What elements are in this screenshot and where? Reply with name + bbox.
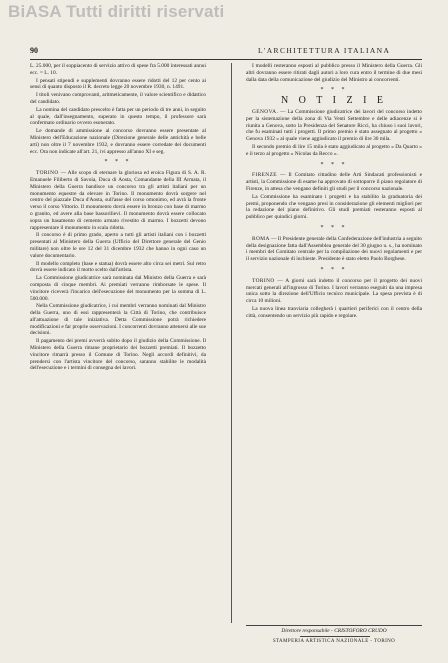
right-column: I modelli resteranno esposti al pubblico presso il Ministero della Guerra. Gli altri dovranno essere ritirati dagli autori a loro cura entro il termine di due mesi dalla data della comunicazione del giudizio del Ministro ai concorrenti. * * * N O T I Z I E GENOVA. — La Commissione giudicatrice dei lavori del concorso indetto per la sistemazione della zona di Via Venti Settembre e delle adiacenze si è riunita a Genova, sotto la Presidenza del Senatore Ricci, ha chiuso i suoi lavori, che fu esaminati tutti i progetti. Il primo premio è stato assegnato al progetto « Genova 1932 » al quale viene aggiudicato il premio di lire 30 mila. Il secondo premio di lire 15 mila è stato aggiudicato al progetto « Da Quarto » e il terzo al progetto « Nicolas da Recco ». * * * FIRENZE — Il Comitato cittadino delle Arti Sindacati professionisti e artisti, la Commissione di esame ha approvato di sottoporre il piano regolatore di Firenze, in attesa che vengano definiti gli studi per il concorso nazionale. La Commissione ha esaminato i progetti e ha stabilito la graduatoria dei premi, proponendo che vengano presi in considerazione gli elementi migliori per la redazione del piano definitivo. Gli studi premiati resteranno esposti al pubblico per quindici giorni. * * * ROMA — Il Presidente generale della Confederazione dell'industria a seguito della designazione fatta dall'Assemblea generale del 30 giugno u. s., ha nominato i membri del Comitato centrale per la compilazione dei nuovi regolamenti e per il servizio nazionale di inchieste. Presidente è stato eletto Paolo Borghese. * * * TORINO — A giorni sarà indetto il concorso per il progetto dei nuovi mercati generali all'ingrosso di Torino. I lavori verranno eseguiti da una impresa unica sotto la direzione dell'Ufficio tecnico municipale. La spesa prevista è di circa 10 milioni. La nuova linea tranviaria collegherà i quartieri periferici con il centro della città, consentendo un servizio più rapido e regolare. [246, 63, 422, 319]
paragraph: Il modello completo (base e statua) dovrà essere alto circa sei metri. Sul retro dovrà essere indicato il motto scelto dall'artista. [30, 260, 206, 274]
paragraph: I titoli venivano comprovanti, aritmeticamente, il valore scientifico e didattico del candidato. [30, 92, 206, 105]
watermark: BiASA Tutti diritti riservati [8, 2, 225, 21]
section-separator: * * * [320, 266, 348, 273]
paragraph: La nuova linea tranviaria collegherà i quartieri periferici con il centro della città, consentendo un servizio più rapido e regolare. [246, 305, 422, 319]
paragraph: A giorni sarà indetto il concorso per il progetto dei nuovi mercati generali all'ingrosso di Torino. I lavori verranno eseguiti da una impresa unica sotto la direzione dell'Ufficio tecnico municipale. La spesa prevista è di circa 10 milioni. [246, 277, 422, 305]
paragraph: I pensati stipendi e supplementi dovranno essere ridotti del 12 per cento ai sensi di quanto disposto il R. decreto legge 20 novembre 1930, n. 1491. [30, 77, 206, 91]
paragraph: L. 25.000, per il soppiacento di servizio attivo di spese fra 5.000 interessati annui ecc. = L. 10. [30, 63, 206, 76]
paragraph: Le domande di ammissione al concorso dovranno essere presentate al Ministero dell'Educazione nazionale (Direzione generale delle antichità e belle arti) non oltre il 7 novembre 1932, e dovranno essere corredate dei documenti ecc. Ora non indicate all'art. 21, ivi appresso all'anno XI e seg. [30, 128, 206, 155]
director-line: Direttore responsabile - CRISTOFORO CRUDO [281, 628, 387, 634]
running-title: L'ARCHITETTURA ITALIANA [258, 46, 391, 55]
header-rule [30, 59, 422, 60]
section-separator: * * * [104, 159, 132, 166]
section-title-notizie: N O T I Z I E [280, 95, 388, 107]
section-heading-torino: TORINO [252, 277, 275, 284]
section-heading-torino: TORINO [36, 170, 59, 177]
page-number: 90 [30, 46, 38, 55]
footer-rule-short [300, 636, 370, 637]
printer-line: STAMPERIA ARTISTICA NAZIONALE - TORINO [272, 639, 396, 644]
paragraph: Nella Commissione giudicatrice, i cui membri verranno nominati dal Ministro della Guerra, uno di essi rappresenterà la Città di Torino, che contribuisce all'attuazione di tale iniziativa. Detta Commissione potrà richiedere modificazioni e far proprie osservazioni. I concorrenti dovranno attenersi alle sue decisioni. [30, 303, 206, 337]
section-heading-firenze: FIRENZE [252, 172, 277, 179]
paragraph: Il Presidente generale della Confederazione dell'industria a seguito della designazione fatta dall'Assemblea generale del 30 giugno u. s., ha nominato i membri del Comitato centrale per la compilazione dei nuovi regolamenti e per il servizio nazionale di inchieste. Presidente è stato eletto Paolo Borghese. [246, 235, 422, 263]
footer-rule [246, 625, 422, 626]
section-separator: * * * [320, 161, 348, 168]
paragraph: La Commissione ha esaminato i progetti e ha stabilito la graduatoria dei premi, proponendo che vengano presi in considerazione gli elementi migliori per la redazione del piano definitivo. Gli studi premiati resteranno esposti al pubblico per quindici giorni. [246, 193, 422, 221]
paragraph: La Commissione giudicatrice sarà nominata dal Ministro della Guerra e sarà composta di cinque membri. Ai premiati verranno rimborsate le spese. Il vincitore riceverà l'incarico dell'esecuzione del monumento per la somma di L. 500.000. [30, 275, 206, 302]
paragraph: La nomina del candidato prescelto è fatta per un periodo di tre anni, in seguito al quale, dall'insegnamento, superato in questo tempo, il professore sarà confermato ordinario ovvero esonerato. [30, 106, 206, 127]
paragraph: Il Comitato cittadino delle Arti Sindacati professionisti e artisti, la Commissione di esame ha approvato di sottoporre il piano regolatore di Firenze, in attesa che vengano definiti gli studi per il concorso nazionale. [246, 172, 422, 192]
paragraph: La Commissione giudicatrice dei lavori del concorso indetto per la sistemazione della zona di Via Venti Settembre e delle adiacenze si è riunita a Genova, sotto la Presidenza del Senatore Ricci, ha chiuso i suoi lavori, che fu esaminati tutti i progetti. Il primo premio è stato assegnato al progetto « Genova 1932 » al quale viene aggiudicato il premio di lire 30 mila. [246, 108, 422, 143]
paragraph: Il pagamento dei premi avverrà subito dopo il giudizio della Commissione. Il Ministero della Guerra rimane proprietario dei bozzetti premiati. Il bozzetto vincitore rimarrà presso il Comune di Torino. Negli accordi definitivi, da prendersi con l'artista vincitore del concorso, saranno stabilite le modalità dell'esecuzione e i termini di consegna dei lavori. [30, 338, 206, 372]
paragraph: Alle scopo di eternare la gloriosa ed eroica Figura di S. A. R. Emanuele Filiberto di Savoia, Duca di Aosta, Comandante della III Armata, il Ministero della Guerra bandisce un concorso tra gli artisti italiani per un monumento equestre da elevare in Torino. Il monumento dovrà sorgere nel centro del piazzale Duca d'Aosta, sull'asse del corso omonimo, ed avrà la fronte verso il corso Vittorio. Il monumento dovrà essere in bronzo con base di marmo o granito, ed avere alla base bassorilievi. Il monumento dovrà essere collocato sopra un basamento di cemento armato rivestito di marmo. I bozzetti devono rappresentare il monumento in scala ridotta. [30, 170, 206, 231]
paragraph: I modelli resteranno esposti al pubblico presso il Ministero della Guerra. Gli altri dovranno essere ritirati dagli autori a loro cura entro il termine di due mesi dalla data della comunicazione del giudizio del Ministro ai concorrenti. [246, 63, 422, 83]
column-divider [231, 63, 232, 623]
section-separator: * * * [320, 224, 348, 231]
paragraph: Il concorso è di primo grado, aperto a tutti gli artisti italiani con i bozzetti presentati al Ministero della Guerra (Ufficio del Direttore generale del Genio militare) non oltre le ore 12 del 31 dicembre 1932 che hanno in ogni caso un valore documentario. [30, 232, 206, 259]
left-column: L. 25.000, per il soppiacento di servizio attivo di spese fra 5.000 interessati annui ecc. = L. 10. I pensati stipendi e supplementi dovranno essere ridotti del 12 per cento ai sensi di quanto disposto il R. decreto legge 20 novembre 1930, n. 1491. I titoli venivano comprovanti, aritmeticamente, il valore scientifico e didattico del candidato. La nomina del candidato prescelto è fatta per un periodo di tre anni, in seguito al quale, dall'insegnamento, superato in questo tempo, il professore sarà confermato ordinario ovvero esonerato. Le domande di ammissione al concorso dovranno essere presentate al Ministero dell'Educazione nazionale (Direzione generale delle antichità e belle arti) non oltre il 7 novembre 1932, e dovranno essere corredate dei documenti ecc. Ora non indicate all'art. 21, ivi appresso all'anno XI e seg. * * * TORINO — Alle scopo di eternare la gloriosa ed eroica Figura di S. A. R. Emanuele Filiberto di Savoia, Duca di Aosta, Comandante della III Armata, il Ministero della Guerra bandisce un concorso tra gli artisti italiani per un monumento equestre da elevare in Torino. Il monumento dovrà sorgere nel centro del piazzale Duca d'Aosta, sull'asse del corso omonimo, ed avrà la fronte verso il corso Vittorio. Il monumento dovrà essere in bronzo con base di marmo o granito, ed avere alla base bassorilievi. Il monumento dovrà essere collocato sopra un basamento di cemento armato rivestito di marmo. I bozzetti devono rappresentare il monumento in scala ridotta. Il concorso è di primo grado, aperto a tutti gli artisti italiani con i bozzetti presentati al Ministero della Guerra (Ufficio del Direttore generale del Genio militare) non oltre le ore 12 del 31 dicembre 1932 che hanno in ogni caso un valore documentario. Il modello completo (base e statua) dovrà essere alto circa sei metri. Sul retro dovrà essere indicato il motto scelto dall'artista. La Commissione giudicatrice sarà nominata dal Ministro della Guerra e sarà composta di cinque membri. Ai premiati verranno rimborsate le spese. Il vincitore riceverà l'incarico dell'esecuzione del monumento per la somma di L. 500.000. Nella Commissione giudicatrice, i cui membri verranno nominati dal Ministro della Guerra, uno di essi rappresenterà la Città di Torino, che contribuisce all'attuazione di tale iniziativa. Detta Commissione potrà richiedere modificazioni e far proprie osservazioni. I concorrenti dovranno attenersi alle sue decisioni. Il pagamento dei premi avverrà subito dopo il giudizio della Commissione. Il Ministero della Guerra rimane proprietario dei bozzetti premiati. Il bozzetto vincitore rimarrà presso il Comune di Torino. Negli accordi definitivi, da prendersi con l'artista vincitore del concorso, saranno stabilite le modalità dell'esecuzione e i termini di consegna dei lavori. [30, 63, 206, 372]
section-separator: * * * [320, 87, 348, 94]
paragraph: Il secondo premio di lire 15 mila è stato aggiudicato al progetto « Da Quarto » e il terzo al progetto « Nicolas da Recco ». [246, 143, 422, 157]
section-heading-genova: GENOVA. [252, 108, 279, 115]
section-heading-roma: ROMA [252, 235, 270, 242]
